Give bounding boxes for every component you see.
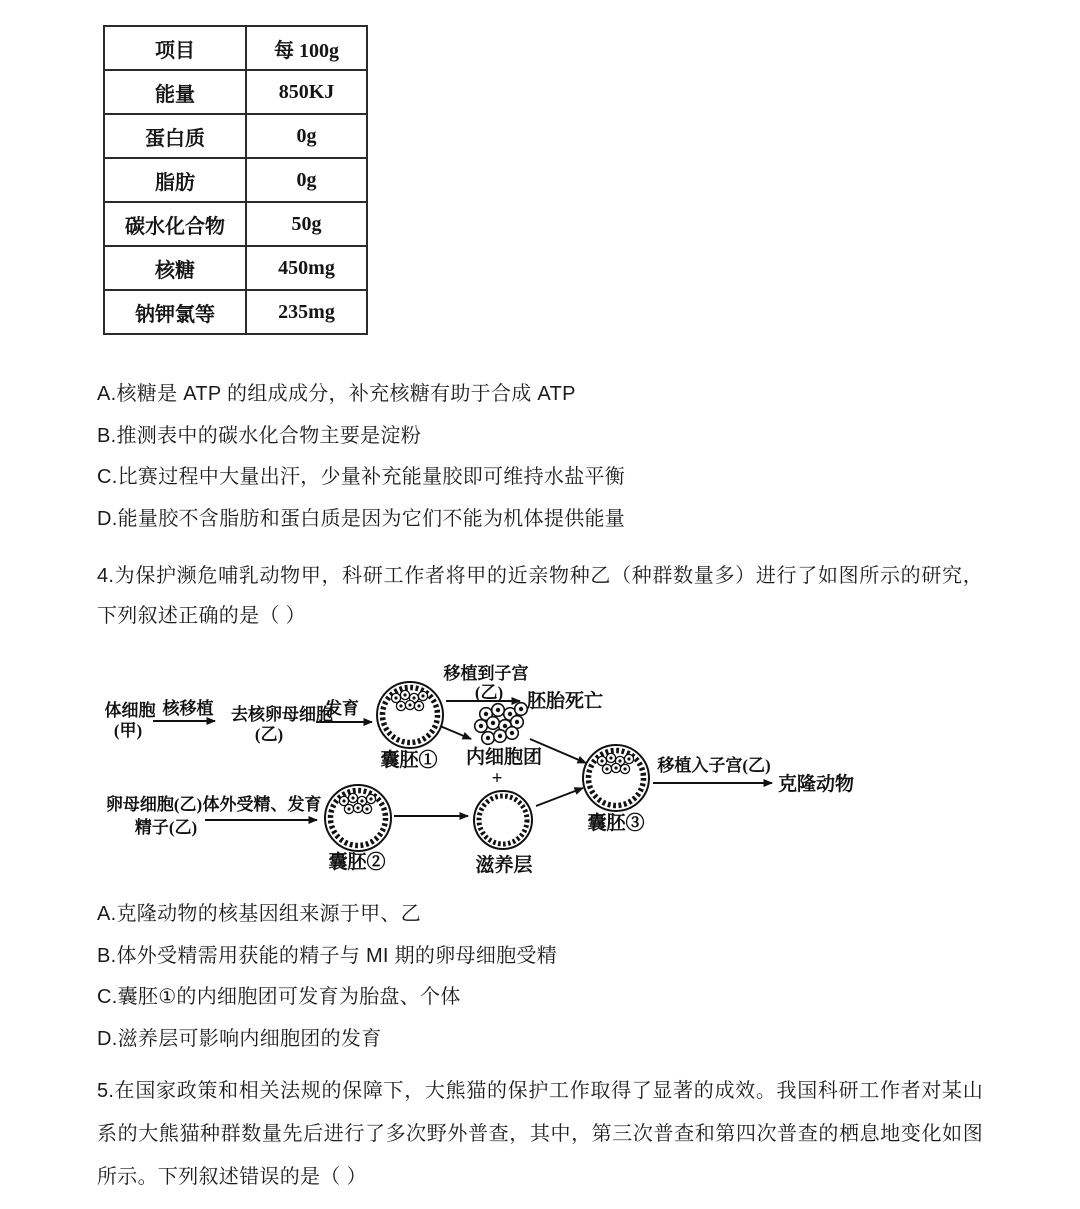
table-cell-item: 能量	[104, 70, 246, 114]
table-cell-value: 235mg	[246, 290, 367, 334]
transplant-to-uterus-tag: (乙)	[474, 683, 504, 702]
inner-cell-mass-figure	[475, 703, 528, 745]
table-row	[104, 290, 367, 334]
question4-options	[97, 894, 997, 1060]
table-row	[104, 114, 367, 158]
question4-option-c: C.囊胚①的内细胞团可发育为胎盘、个体	[97, 986, 461, 1008]
blastocyst2-label: 囊胚②	[328, 852, 386, 873]
table-row	[104, 246, 367, 290]
table-header-item: 项目	[104, 26, 246, 70]
table-cell-value: 850KJ	[246, 70, 367, 114]
trophoblast-figure	[474, 791, 532, 849]
table-cell-value: 450mg	[246, 246, 367, 290]
question3-options	[97, 374, 997, 540]
table-row	[104, 158, 367, 202]
sperm-label: 精子(乙)	[134, 818, 198, 837]
transplant-to-uterus-label: 移植到子宫	[443, 664, 529, 683]
ivf-develop-label: 体外受精、发育	[202, 795, 322, 814]
develop-label: 发育	[325, 699, 359, 718]
table-cell-item: 脂肪	[104, 158, 246, 202]
table-cell-value: 0g	[246, 158, 367, 202]
question4-option-a: A.克隆动物的核基因组来源于甲、乙	[97, 903, 421, 925]
blastocyst2-figure	[325, 785, 391, 851]
transplant-into-uterus-label: 移植入子宫(乙)	[657, 756, 771, 775]
enucleated-oocyte-label: 去核卵母细胞	[231, 705, 333, 724]
question5-stem: 5.在国家政策和相关法规的保障下，大熊猫的保护工作取得了显著的成效。我国科研工作者对某山系的大熊猫种群数量先后进行了多次野外普查，其中，第三次普查和第四次普查的栖息地变化如图所示。下列叙述错误的是（ ）	[97, 1080, 983, 1188]
blastocyst3-label: 囊胚③	[587, 813, 645, 834]
question3-option-d: D.能量胶不含脂肪和蛋白质是因为它们不能为机体提供能量	[97, 507, 626, 530]
somatic-cell-label: 体细胞	[104, 701, 156, 720]
table-cell-value: 0g	[246, 114, 367, 158]
blastocyst3-figure	[583, 745, 649, 811]
table-cell-item: 碳水化合物	[104, 202, 246, 246]
question3-option-c: C.比赛过程中大量出汗，少量补充能量胶即可维持水盐平衡	[97, 466, 626, 488]
table-header-value: 每 100g	[246, 26, 367, 70]
question4-stem: 4.为保护濒危哺乳动物甲，科研工作者将甲的近亲物种乙（种群数量多）进行了如图所示的研究，下列叙述正确的是（ ）	[97, 565, 983, 627]
table-row	[104, 26, 367, 70]
table-row	[104, 202, 367, 246]
trophoblast-label: 滋养层	[475, 855, 533, 876]
table-cell-value: 50g	[246, 202, 367, 246]
nutrition-table	[103, 25, 368, 335]
table-cell-item: 蛋白质	[104, 114, 246, 158]
oocyte-label: 卵母细胞(乙)	[105, 795, 203, 814]
table-cell-item: 钠钾氯等	[104, 290, 246, 334]
plus-sign: +	[491, 768, 503, 789]
question3-option-b: B.推测表中的碳水化合物主要是淀粉	[97, 424, 421, 447]
question4-option-b: B.体外受精需用获能的精子与 MI 期的卵母细胞受精	[97, 944, 558, 967]
table-row	[104, 70, 367, 114]
blastocyst1-label: 囊胚①	[380, 750, 438, 771]
cloning-process-diagram	[88, 650, 1008, 890]
embryo-death-label: 胚胎死亡	[527, 691, 604, 712]
table-cell-item: 核糖	[104, 246, 246, 290]
inner-cell-mass-label: 内细胞团	[465, 747, 543, 768]
nuclear-transfer-label: 核移植	[162, 699, 214, 718]
question4-option-d: D.滋养层可影响内细胞团的发育	[97, 1027, 382, 1050]
cloned-animal-label: 克隆动物	[778, 774, 855, 795]
blastocyst1-figure	[377, 682, 443, 748]
somatic-cell-tag: (甲)	[113, 721, 143, 740]
enucleated-oocyte-tag: (乙)	[254, 725, 284, 744]
question3-option-a: A.核糖是 ATP 的组成成分，补充核糖有助于合成 ATP	[97, 383, 576, 405]
